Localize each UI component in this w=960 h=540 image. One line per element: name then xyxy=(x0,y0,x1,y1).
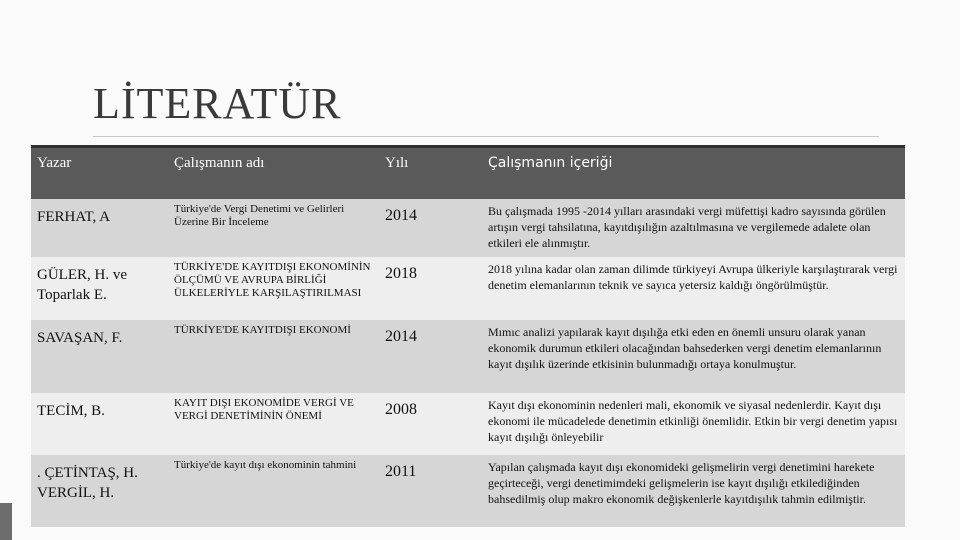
cell-content: 2018 yılına kadar olan zaman dilimde türkiyeyi Avrupa ülkeriyle karşılaştırarak vergi denetim elemanlarının teknik ve sayıca yetersiz kaldığı öngörülmüştür. xyxy=(488,261,898,292)
cell-study: KAYIT DIŞI EKONOMİDE VERGİ VE VERGİ DENETİMİNİN ÖNEMİ xyxy=(174,396,354,422)
table-row xyxy=(31,199,905,257)
cell-content: Bu çalışmada 1995 -2014 yılları arasındaki vergi müfettişi kadro sayısında görülen artışın vergi tahsilatına, kayıtdışılığın azaltılmasına ve vergilemede adalete olan etkileri ele alınmıştır. xyxy=(488,203,886,250)
title-divider xyxy=(93,136,879,137)
decorative-band xyxy=(0,503,12,540)
header-study-name: Çalışmanın adı xyxy=(168,147,379,199)
cell-study: TÜRKİYE'DE KAYITDIŞI EKONOMİ xyxy=(174,323,351,336)
cell-year: 2018 xyxy=(385,264,417,282)
table-row xyxy=(31,320,905,393)
table-row xyxy=(31,455,905,528)
table-body xyxy=(31,199,905,528)
literature-table xyxy=(31,145,905,527)
cell-content: Yapılan çalışmada kayıt dışı ekonomideki gelişmelirin vergi denetimini harekete geçirteceği, vergi denetimimdeki gelişmelerin ise kayıt dışılığı etkilediğinden bahsedilmiş olup makro ekonomik değişkenlerle kayıtdışılık tahmin edilmiştir. xyxy=(488,459,875,506)
header-year: Yılı xyxy=(379,147,482,199)
cell-year: 2014 xyxy=(385,206,417,224)
cell-study: Türkiye'de kayıt dışı ekonominin tahmini xyxy=(174,458,357,471)
cell-content: Mımıc analizi yapılarak kayıt dışılığa etki eden en önemli unsuru olarak yanan ekonomik durumun etkileri olacağından bahsederken vergi denetim elemanlarının kayıt dışılık üzerinde etkisinin bulunmadığı ortaya konulmuştur. xyxy=(488,324,882,371)
cell-content: Kayıt dışı ekonominin nedenleri mali, ekonomik ve siyasal nedenlerdir. Kayıt dışı ekonomi ile mücadelede denetimin etkinliği önemlidir. Etkin bir vergi denetim yapısı kayıt dışılığı önleyebilir xyxy=(488,397,898,444)
table-row xyxy=(31,393,905,455)
page-title: LİTERATÜR xyxy=(93,79,342,128)
cell-author: GÜLER, H. ve Toparlak E. xyxy=(37,266,127,303)
cell-study: TÜRKİYE'DE KAYITDIŞI EKONOMİNİN ÖLÇÜMÜ VE AVRUPA BİRLİĞİ ÜLKELERİYLE KARŞILAŞTIRILMASI xyxy=(174,260,371,299)
cell-author: TECİM, B. xyxy=(37,402,105,419)
cell-year: 2011 xyxy=(385,462,417,480)
literature-table-container xyxy=(31,145,905,527)
table-row xyxy=(31,257,905,320)
table-header xyxy=(31,147,905,199)
header-study-content: Çalışmanın içeriği xyxy=(482,147,905,199)
header-author: Yazar xyxy=(31,147,168,199)
header-row xyxy=(31,147,905,199)
cell-author: FERHAT, A xyxy=(37,208,111,225)
cell-year: 2008 xyxy=(385,400,417,418)
cell-study: Türkiye'de Vergi Denetimi ve Gelirleri Üzerine Bir İnceleme xyxy=(174,202,345,228)
cell-year: 2014 xyxy=(385,327,417,345)
cell-author: . ÇETİNTAŞ, H. VERGİL, H. xyxy=(37,464,138,501)
cell-author: SAVAŞAN, F. xyxy=(37,329,123,346)
